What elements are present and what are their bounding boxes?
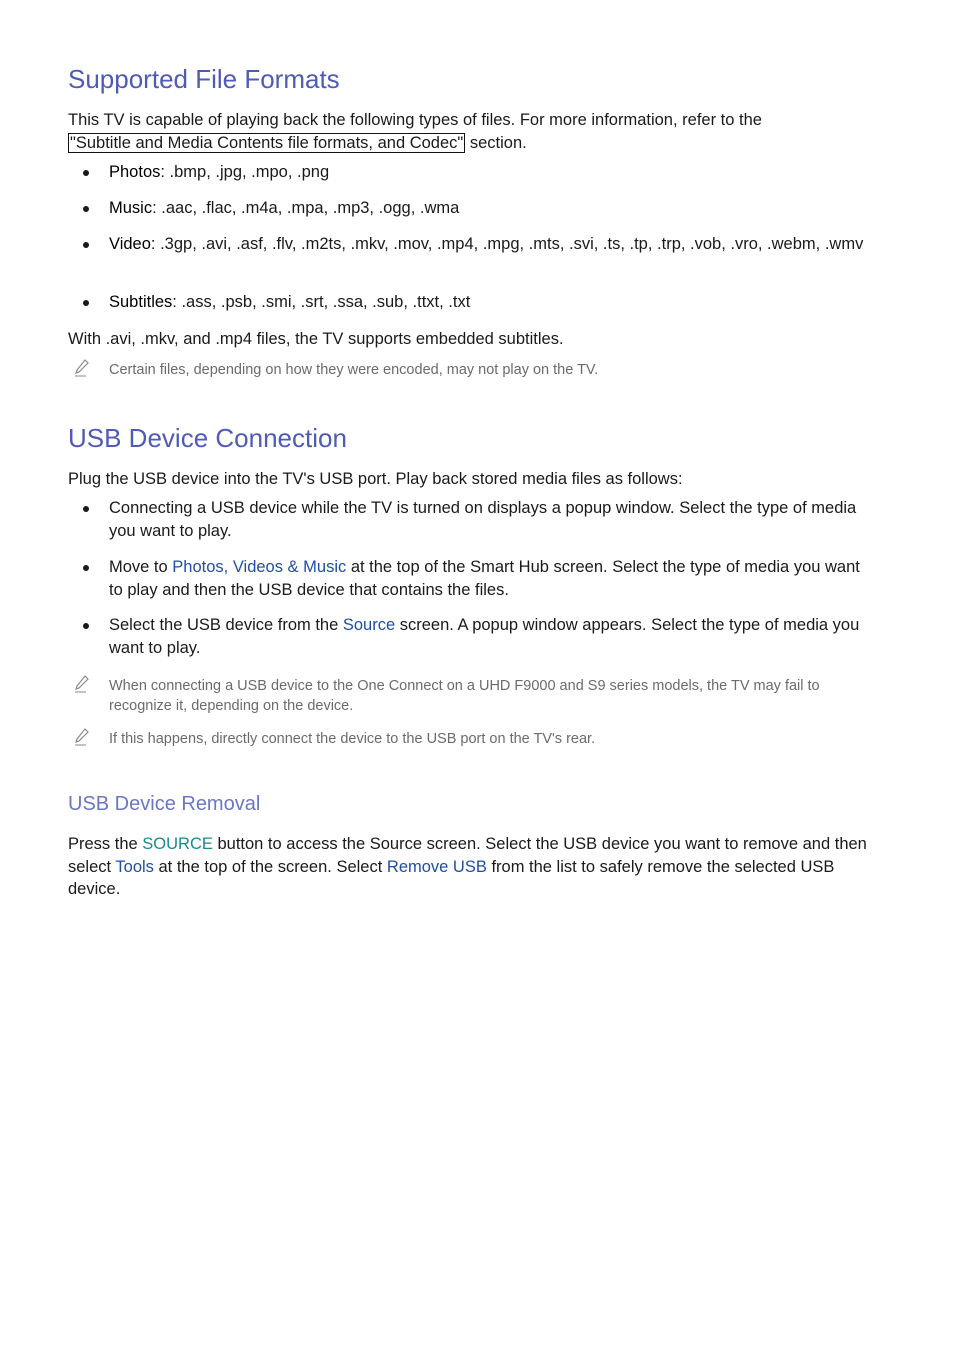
source-keyword: Source bbox=[342, 616, 396, 634]
list-item-source: Select the USB device from the Source screen. A popup window appears. Select the type of media you want to play. bbox=[109, 616, 860, 657]
note-one-connect: When connecting a USB device to the One Connect on a UHD F9000 and S9 series models, the TV may fail to recognize it, depending on the device. bbox=[68, 676, 880, 716]
note-encoding: Certain files, depending on how they were encoded, may not play on the TV. bbox=[68, 360, 880, 380]
pencil-note-icon bbox=[74, 675, 90, 693]
list-item-smart-hub: Move to Photos, Videos & Music at the top of the Smart Hub screen. Select the type of media you want to play and then the USB device that contains the files. bbox=[109, 558, 860, 599]
pencil-note-icon bbox=[74, 728, 90, 746]
pencil-note-icon bbox=[74, 359, 90, 377]
usb-removal-text: Press the SOURCE button to access the Source screen. Select the USB device you want to remove and then select Tools at the top of the screen. Select Remove USB from the list to safely remove the selected USB device. bbox=[68, 835, 867, 898]
usb-connection-intro: Plug the USB device into the TV's USB port. Play back stored media files as follows: bbox=[68, 470, 683, 488]
section-title-usb-connection: USB Device Connection bbox=[68, 423, 347, 453]
embedded-subtitles-text: With .avi, .mkv, and .mp4 files, the TV supports embedded subtitles. bbox=[68, 330, 564, 348]
photos-videos-music-keyword: Photos, Videos & Music bbox=[172, 558, 347, 576]
remove-usb-keyword: Remove USB bbox=[386, 857, 487, 876]
section-title-supported-formats: Supported File Formats bbox=[68, 64, 340, 94]
list-item-subtitles: Subtitles: .ass, .psb, .smi, .srt, .ssa, .sub, .ttxt, .txt bbox=[109, 293, 471, 311]
list-item-music: Music: .aac, .flac, .m4a, .mpa, .mp3, .ogg, .wma bbox=[109, 199, 460, 217]
section-title-usb-removal: USB Device Removal bbox=[68, 793, 261, 815]
list-item-photos: Photos: .bmp, .jpg, .mpo, .png bbox=[109, 163, 330, 181]
formats-intro: This TV is capable of playing back the following types of files. For more information, refer to the "Subtitle and Media Contents file formats, and Codec" section. bbox=[68, 111, 762, 152]
note-direct-connect: If this happens, directly connect the device to the USB port on the TV's rear. bbox=[68, 729, 880, 749]
list-item-video: Video: .3gp, .avi, .asf, .flv, .m2ts, .mkv, .mov, .mp4, .mpg, .mts, .svi, .ts, .tp, .trp, .vob, .vro, .webm, .wmv bbox=[109, 235, 864, 253]
tools-keyword: Tools bbox=[115, 857, 154, 876]
source-button-keyword: SOURCE bbox=[142, 835, 213, 853]
codec-section-link[interactable]: "Subtitle and Media Contents file formats, and Codec" bbox=[70, 133, 464, 152]
list-item-popup: Connecting a USB device while the TV is turned on displays a popup window. Select the type of media you want to play. bbox=[109, 499, 857, 540]
